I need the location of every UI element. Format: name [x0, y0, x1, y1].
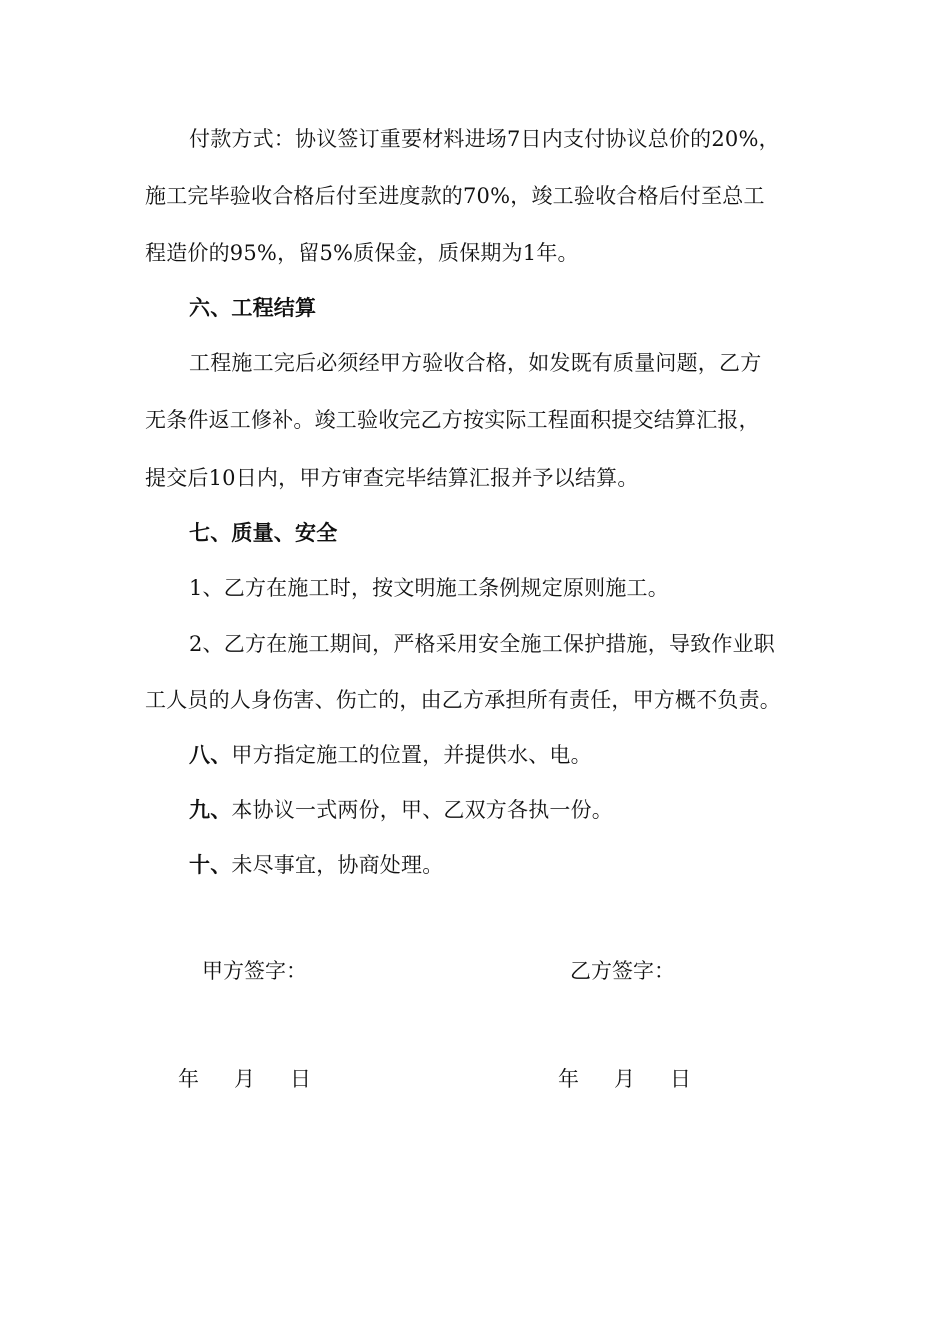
section-10-number: 十、 [189, 853, 232, 877]
party-b-date-year: 年 [558, 1067, 579, 1091]
section-9 [189, 796, 859, 824]
party-b-date-month: 月 [614, 1067, 635, 1091]
party-a-signature-label: 甲方签字： [202, 959, 307, 983]
section-9-text: 本协议一式两份，甲、乙双方各执一份。 [231, 798, 614, 822]
section-6-line-1: 工程施工完后必须经甲方验收合格，如发既有质量问题，乙方 [189, 351, 762, 375]
section-8 [189, 741, 859, 769]
section-10-text: 未尽事宜，协商处理。 [231, 853, 444, 877]
section-6-heading: 六、工程结算 [189, 296, 317, 320]
section-7-item-2-line-2: 工人员的人身伤害、伤亡的，由乙方承担所有责任，甲方概不负责。 [145, 688, 781, 712]
section-6-line-3: 提交后10日内，甲方审查完毕结算汇报并予以结算。 [145, 466, 639, 490]
party-b-signature-label: 乙方签字： [570, 959, 675, 983]
payment-line-1: 付款方式：协议签订重要材料进场7日内支付协议总价的20%， [189, 127, 780, 151]
section-7-item-2-line-1: 2、乙方在施工期间，严格采用安全施工保护措施，导致作业职 [189, 632, 775, 656]
section-9-number: 九、 [189, 798, 232, 822]
party-a-date-day: 日 [290, 1067, 311, 1091]
section-10 [189, 851, 859, 879]
party-b-date-day: 日 [670, 1067, 691, 1091]
section-7-heading: 七、质量、安全 [189, 521, 338, 545]
section-6-line-2: 无条件返工修补。竣工验收完乙方按实际工程面积提交结算汇报， [145, 408, 760, 432]
party-a-date-month: 月 [234, 1067, 255, 1091]
party-a-date-year: 年 [178, 1067, 199, 1091]
section-8-number: 八、 [189, 743, 232, 767]
section-8-text: 甲方指定施工的位置，并提供水、电。 [231, 743, 592, 767]
payment-line-2: 施工完毕验收合格后付至进度款的70%，竣工验收合格后付至总工 [145, 184, 765, 208]
payment-line-3: 程造价的95%，留5%质保金，质保期为1年。 [145, 241, 579, 265]
section-7-item-1: 1、乙方在施工时，按文明施工条例规定原则施工。 [189, 576, 669, 600]
